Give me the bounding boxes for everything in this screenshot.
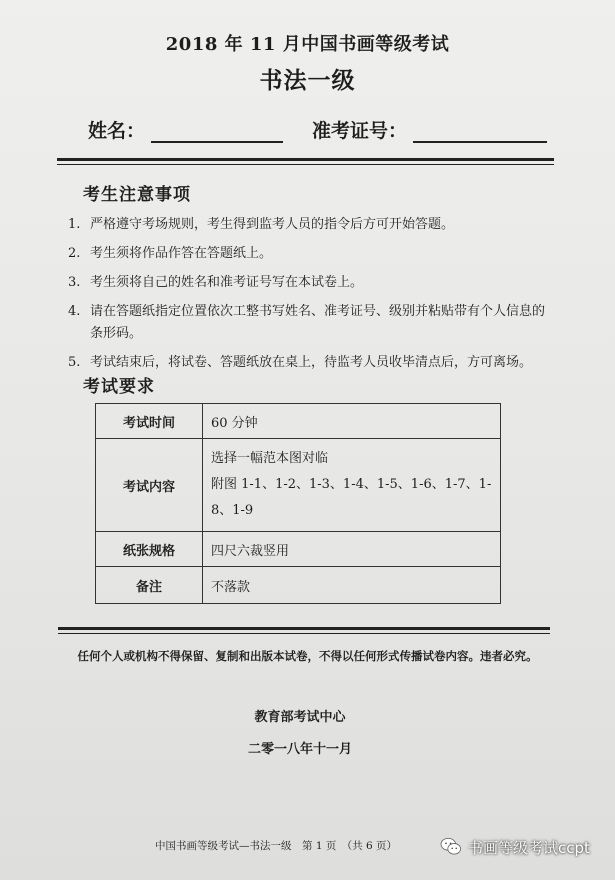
table-row: [96, 532, 501, 567]
time-key: 考试时间: [96, 404, 203, 439]
note-item: [68, 214, 548, 236]
issue-date: 二零一八年十一月: [247, 742, 352, 757]
note-text: 考试结束后，将试卷、答题纸放在桌上，待监考人员收毕清点后，方可离场。: [90, 355, 533, 370]
admission-number-label: 准考证号：: [312, 120, 408, 142]
note-text: 严格遵守考场规则，考生得到监考人员的指令后方可开始答题。: [90, 217, 455, 232]
name-blank-line: [151, 119, 283, 143]
content-key: 考试内容: [96, 439, 203, 532]
admission-number-field: [312, 116, 547, 143]
paper-key: 纸张规格: [96, 532, 203, 567]
notes-list: [68, 214, 548, 381]
exam-title: 2018 年 11 月中国书画等级考试: [165, 34, 450, 55]
time-value: 60 分钟: [203, 404, 501, 439]
admission-number-blank-line: [413, 119, 547, 143]
note-text: 考生须将自己的姓名和准考证号写在本试卷上。: [90, 275, 364, 290]
note-item: [68, 352, 548, 374]
note-number: 4.: [68, 304, 81, 319]
issuer: 教育部考试中心: [254, 710, 346, 725]
note-number: 1.: [68, 217, 81, 232]
note-item: [68, 243, 548, 265]
wechat-icon: [440, 837, 462, 857]
content-line-2: 附图 1-1、1-2、1-3、1-4、1-5、1-6、1-7、1-8、1-9: [211, 477, 492, 518]
watermark: [440, 834, 590, 860]
requirements-heading: 考试要求: [83, 377, 155, 397]
content-line-1: 选择一幅范本图对临: [211, 451, 329, 466]
paper-value: 四尺六裁竖用: [203, 532, 501, 567]
bottom-divider: [58, 627, 550, 634]
requirements-table: [95, 403, 501, 604]
top-divider: [57, 158, 554, 165]
exam-subject: 书法一级: [259, 67, 356, 94]
note-number: 3.: [68, 275, 81, 290]
remark-key: 备注: [96, 567, 203, 604]
note-number: 5.: [68, 355, 81, 370]
name-label: 姓名：: [88, 120, 146, 142]
notes-heading: 考生注意事项: [83, 185, 191, 205]
remark-value: 不落款: [203, 567, 501, 604]
note-item: [68, 272, 548, 294]
note-number: 2.: [68, 246, 81, 261]
name-field: [88, 116, 283, 143]
table-row: [96, 439, 501, 532]
note-text: 请在答题纸指定位置依次工整书写姓名、准考证号、级别并粘贴带有个人信息的条形码。: [90, 304, 546, 341]
note-text: 考生须将作品作答在答题纸上。: [90, 246, 273, 261]
copyright-warning: 任何个人或机构不得保留、复制和出版本试卷，不得以任何形式传播试卷内容。违者必究。: [77, 649, 538, 663]
page-footer: 中国书画等级考试—书法一级 第 1 页 （共 6 页）: [155, 840, 397, 852]
watermark-text: 书画等级考试ccpt: [468, 838, 590, 857]
content-value: [203, 439, 501, 532]
table-row: [96, 404, 501, 439]
note-item: [68, 301, 548, 345]
table-row: [96, 567, 501, 604]
